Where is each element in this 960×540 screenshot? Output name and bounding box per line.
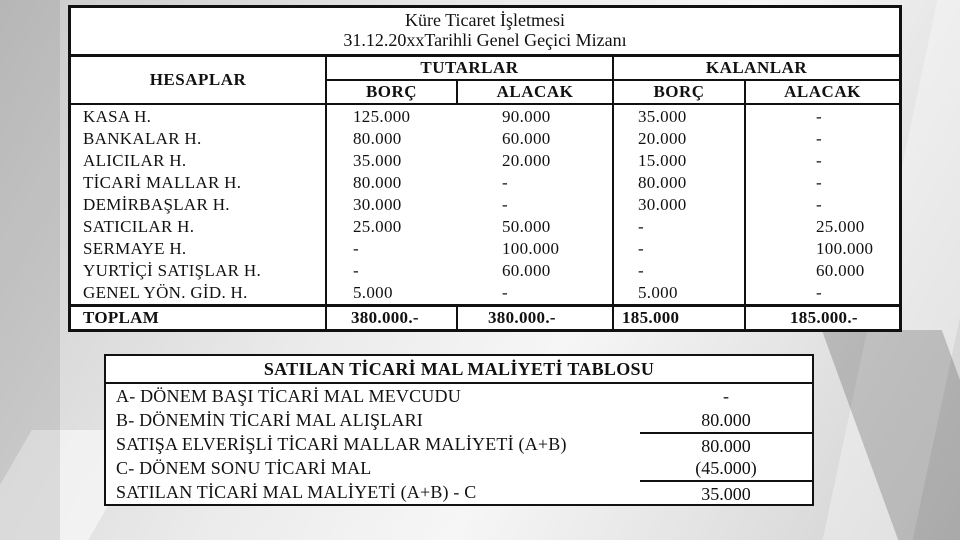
- trial-balance-subtitle: 31.12.20xxTarihli Genel Geçici Mizanı: [343, 30, 627, 50]
- tutar-alacak-cell: 60.000: [502, 261, 551, 280]
- column-kalan-borc: [614, 105, 746, 304]
- trial-balance-body: [71, 105, 899, 307]
- tutar-borc-cell: 5.000: [353, 283, 393, 302]
- kalan-alacak-cell: -: [816, 173, 822, 192]
- tutar-alacak-cell: -: [502, 173, 508, 192]
- account-name: ALICILAR H.: [83, 151, 187, 170]
- cogs-title: SATILAN TİCARİ MAL MALİYETİ TABLOSU: [106, 356, 812, 384]
- column-kalan-alacak: [746, 105, 899, 304]
- cogs-row-value: (45.000): [695, 458, 757, 478]
- header-group-tutarlar: [327, 57, 614, 103]
- account-name: TİCARİ MALLAR H.: [83, 173, 242, 192]
- company-name: Küre Ticaret İşletmesi: [405, 10, 565, 30]
- header-kalanlar-borc: BORÇ: [614, 81, 746, 103]
- column-hesap: [71, 105, 327, 304]
- header-hesaplar: HESAPLAR: [71, 57, 327, 103]
- account-name: KASA H.: [83, 107, 152, 126]
- kalan-borc-cell: 80.000: [638, 173, 687, 192]
- account-name: SERMAYE H.: [83, 239, 187, 258]
- column-tutar-alacak: [458, 105, 614, 304]
- kalan-alacak-cell: -: [816, 151, 822, 170]
- kalan-borc-cell: -: [638, 239, 644, 258]
- cogs-rows: [106, 384, 812, 504]
- cogs-row: [106, 432, 812, 456]
- cogs-row: [106, 408, 812, 432]
- kalan-borc-cell: -: [638, 261, 644, 280]
- kalan-alacak-cell: -: [816, 195, 822, 214]
- tutar-alacak-cell: 90.000: [502, 107, 551, 126]
- cogs-row: [106, 480, 812, 504]
- account-name: DEMİRBAŞLAR H.: [83, 195, 230, 214]
- kalan-borc-cell: -: [638, 217, 644, 236]
- header-kalanlar: KALANLAR: [614, 57, 899, 81]
- kalan-alacak-cell: 60.000: [816, 261, 865, 280]
- cogs-row-label: C- DÖNEM SONU TİCARİ MAL: [116, 458, 372, 478]
- kalan-alacak-cell: -: [816, 129, 822, 148]
- trial-balance-header: [71, 57, 899, 105]
- kalan-borc-cell: 5.000: [638, 283, 678, 302]
- tutar-alacak-cell: -: [502, 195, 508, 214]
- cogs-row-value: 35.000: [640, 480, 812, 506]
- kalan-alacak-cell: 100.000: [816, 239, 874, 258]
- tutar-alacak-cell: 20.000: [502, 151, 551, 170]
- tutar-borc-cell: 80.000: [353, 129, 402, 148]
- header-group-kalanlar: [614, 57, 899, 103]
- account-name: GENEL YÖN. GİD. H.: [83, 283, 248, 302]
- total-tutar-alacak: 380.000.-: [458, 307, 614, 329]
- total-label: TOPLAM: [71, 307, 327, 329]
- kalan-borc-cell: 20.000: [638, 129, 687, 148]
- header-kalanlar-alacak: ALACAK: [784, 82, 861, 101]
- trial-balance-total-row: [71, 307, 899, 329]
- kalan-borc-cell: 15.000: [638, 151, 687, 170]
- cogs-row-label: SATILAN TİCARİ MAL MALİYETİ (A+B) - C: [116, 482, 477, 502]
- cogs-row-value: 80.000: [640, 432, 812, 458]
- tutar-borc-cell: -: [353, 239, 359, 258]
- kalan-alacak-cell: 25.000: [816, 217, 865, 236]
- cogs-row: [106, 384, 812, 408]
- header-tutarlar-alacak: ALACAK: [496, 82, 574, 101]
- tutar-alacak-cell: -: [502, 283, 508, 302]
- tutar-alacak-cell: 50.000: [502, 217, 551, 236]
- account-name: SATICILAR H.: [83, 217, 195, 236]
- tutar-borc-cell: 25.000: [353, 217, 402, 236]
- trial-balance-title: [71, 8, 899, 57]
- header-tutarlar: TUTARLAR: [327, 57, 612, 81]
- cogs-row-label: A- DÖNEM BAŞI TİCARİ MAL MEVCUDU: [116, 386, 461, 406]
- cogs-row-value: -: [723, 386, 729, 406]
- account-name: BANKALAR H.: [83, 129, 202, 148]
- cogs-row-value: 80.000: [701, 410, 751, 430]
- account-name: YURTİÇİ SATIŞLAR H.: [83, 261, 261, 280]
- tutar-alacak-cell: 60.000: [502, 129, 551, 148]
- cogs-row-label: SATIŞA ELVERİŞLİ TİCARİ MALLAR MALİYETİ (A+B): [116, 434, 567, 454]
- cogs-table: [104, 354, 814, 506]
- cogs-row: [106, 456, 812, 480]
- tutar-alacak-cell: 100.000: [502, 239, 560, 258]
- kalan-alacak-cell: -: [816, 107, 822, 126]
- tutar-borc-cell: 80.000: [353, 173, 402, 192]
- tutar-borc-cell: 125.000: [353, 107, 411, 126]
- trial-balance-table: [68, 5, 902, 332]
- kalan-borc-cell: 30.000: [638, 195, 687, 214]
- tutar-borc-cell: 35.000: [353, 151, 402, 170]
- header-tutarlar-borc: BORÇ: [327, 81, 458, 103]
- tutar-borc-cell: -: [353, 261, 359, 280]
- column-tutar-borc: [327, 105, 458, 304]
- total-kalan-borc: 185.000: [614, 307, 746, 329]
- total-tutar-borc: 380.000.-: [327, 307, 458, 329]
- tutar-borc-cell: 30.000: [353, 195, 402, 214]
- kalan-alacak-cell: -: [816, 283, 822, 302]
- kalan-borc-cell: 35.000: [638, 107, 687, 126]
- total-kalan-alacak: 185.000.-: [790, 308, 858, 327]
- cogs-row-label: B- DÖNEMİN TİCARİ MAL ALIŞLARI: [116, 410, 423, 430]
